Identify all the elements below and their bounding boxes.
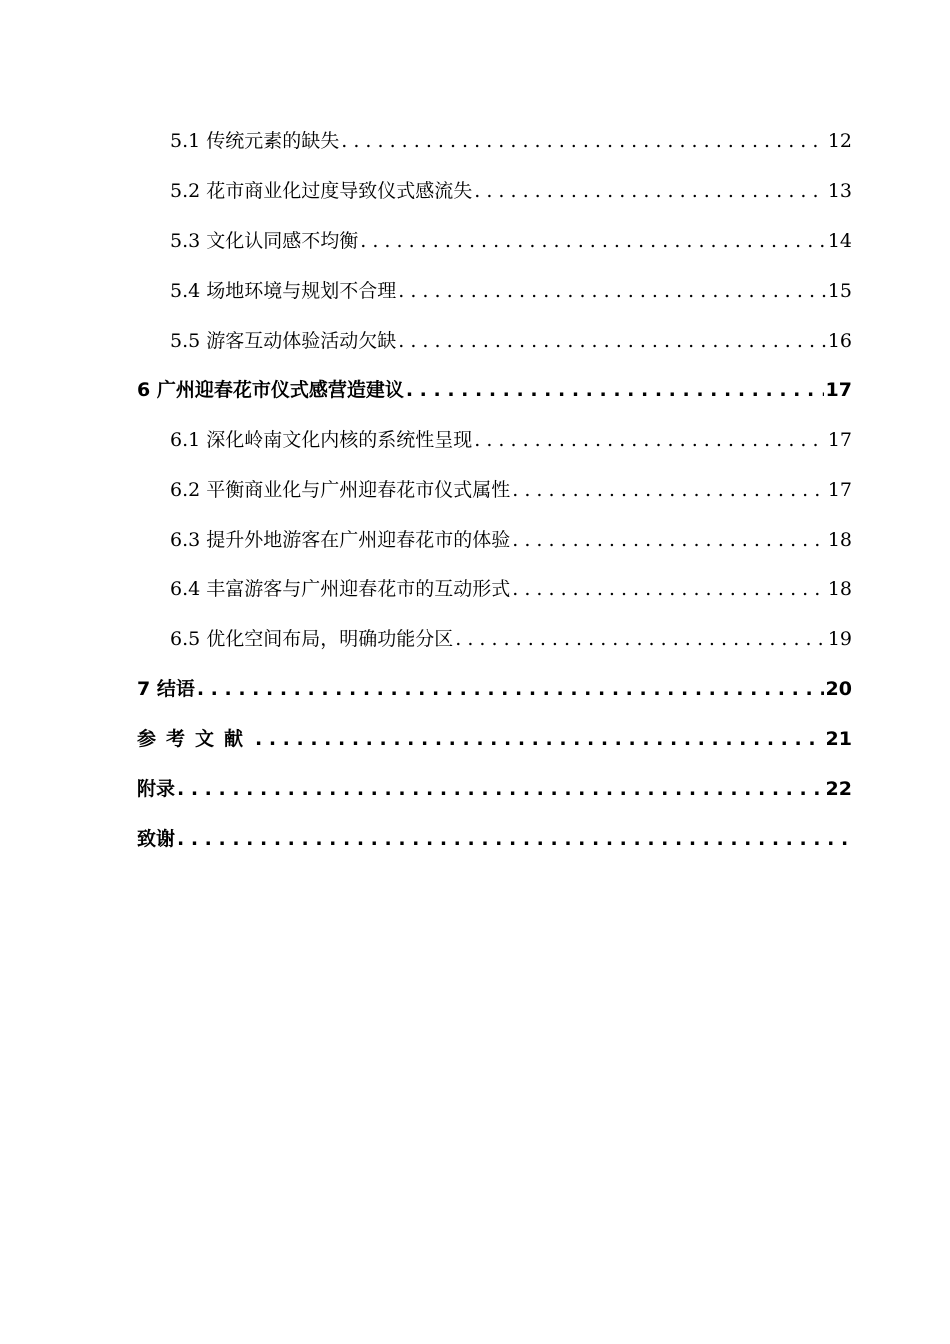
toc-entry-title: 6.5 优化空间布局，明确功能分区: [170, 628, 454, 650]
toc-entry-title: 5.5 游客互动体验活动欠缺: [170, 330, 397, 352]
toc-entry[interactable]: [170, 326, 852, 356]
toc-chapter-entry[interactable]: [137, 774, 852, 804]
toc-entry-page: 15: [827, 280, 852, 302]
toc-entry-page: 18: [827, 529, 852, 551]
toc-entry-title: 6.4 丰富游客与广州迎春花市的互动形式: [170, 578, 511, 600]
toc-entry-title: 6.1 深化岭南文化内核的系统性呈现: [170, 429, 473, 451]
toc-entry[interactable]: [170, 425, 852, 455]
toc-entry[interactable]: [170, 475, 852, 505]
dot-leader: [512, 574, 826, 604]
dot-leader: [398, 326, 826, 356]
dot-leader: [197, 674, 824, 704]
toc-entry-page: 19: [827, 628, 852, 650]
toc-entry-title: 7 结语: [137, 678, 195, 700]
toc-entry[interactable]: [170, 126, 852, 156]
dot-leader: [455, 624, 826, 654]
toc-entry-title: 6 广州迎春花市仪式感营造建议: [137, 379, 404, 401]
dot-leader: [512, 525, 826, 555]
toc-entry-page: 20: [825, 678, 852, 700]
toc-entry-title: 5.1 传统元素的缺失: [170, 130, 340, 152]
dot-leader: [474, 176, 826, 206]
toc-entry-page: 17: [827, 429, 852, 451]
toc-entry-page: 17: [827, 479, 852, 501]
dot-leader: [474, 425, 826, 455]
toc-entry-title: 5.3 文化认同感不均衡: [170, 230, 359, 252]
toc-entry-title: 6.3 提升外地游客在广州迎春花市的体验: [170, 529, 511, 551]
toc-entry-title: 附录: [137, 778, 176, 800]
toc-entry-page: 14: [827, 230, 852, 252]
toc-entry-title: 5.4 场地环境与规划不合理: [170, 280, 397, 302]
dot-leader: [255, 724, 824, 754]
dot-leader: [406, 375, 824, 405]
toc-entry-page: 17: [825, 379, 852, 401]
toc-entry[interactable]: [170, 624, 852, 654]
toc-entry-title: 6.2 平衡商业化与广州迎春花市仪式属性: [170, 479, 511, 501]
toc-entry[interactable]: [170, 176, 852, 206]
toc-entry-page: 13: [827, 180, 852, 202]
toc-entry-page: 22: [825, 778, 852, 800]
toc-chapter-entry[interactable]: [137, 375, 852, 405]
toc-chapter-entry[interactable]: [137, 824, 852, 854]
toc-entry-page: 16: [827, 330, 852, 352]
toc-entry-title: 5.2 花市商业化过度导致仪式感流失: [170, 180, 473, 202]
dot-leader: [360, 226, 826, 256]
toc-entry-page: 18: [827, 578, 852, 600]
toc-entry-page: 21: [825, 728, 852, 750]
dot-leader: [398, 276, 826, 306]
toc-entry-page: 12: [827, 130, 852, 152]
dot-leader: [341, 126, 826, 156]
toc-chapter-entry[interactable]: [137, 724, 852, 754]
toc-chapter-entry[interactable]: [137, 674, 852, 704]
toc-entry[interactable]: [170, 276, 852, 306]
toc-entry[interactable]: [170, 574, 852, 604]
dot-leader: [177, 824, 850, 854]
toc-entry[interactable]: [170, 525, 852, 555]
toc-entry-title: 致谢: [137, 828, 176, 850]
dot-leader: [177, 774, 824, 804]
dot-leader: [512, 475, 826, 505]
toc-entry[interactable]: [170, 226, 852, 256]
toc-entry-title: 参考文献: [137, 728, 254, 750]
